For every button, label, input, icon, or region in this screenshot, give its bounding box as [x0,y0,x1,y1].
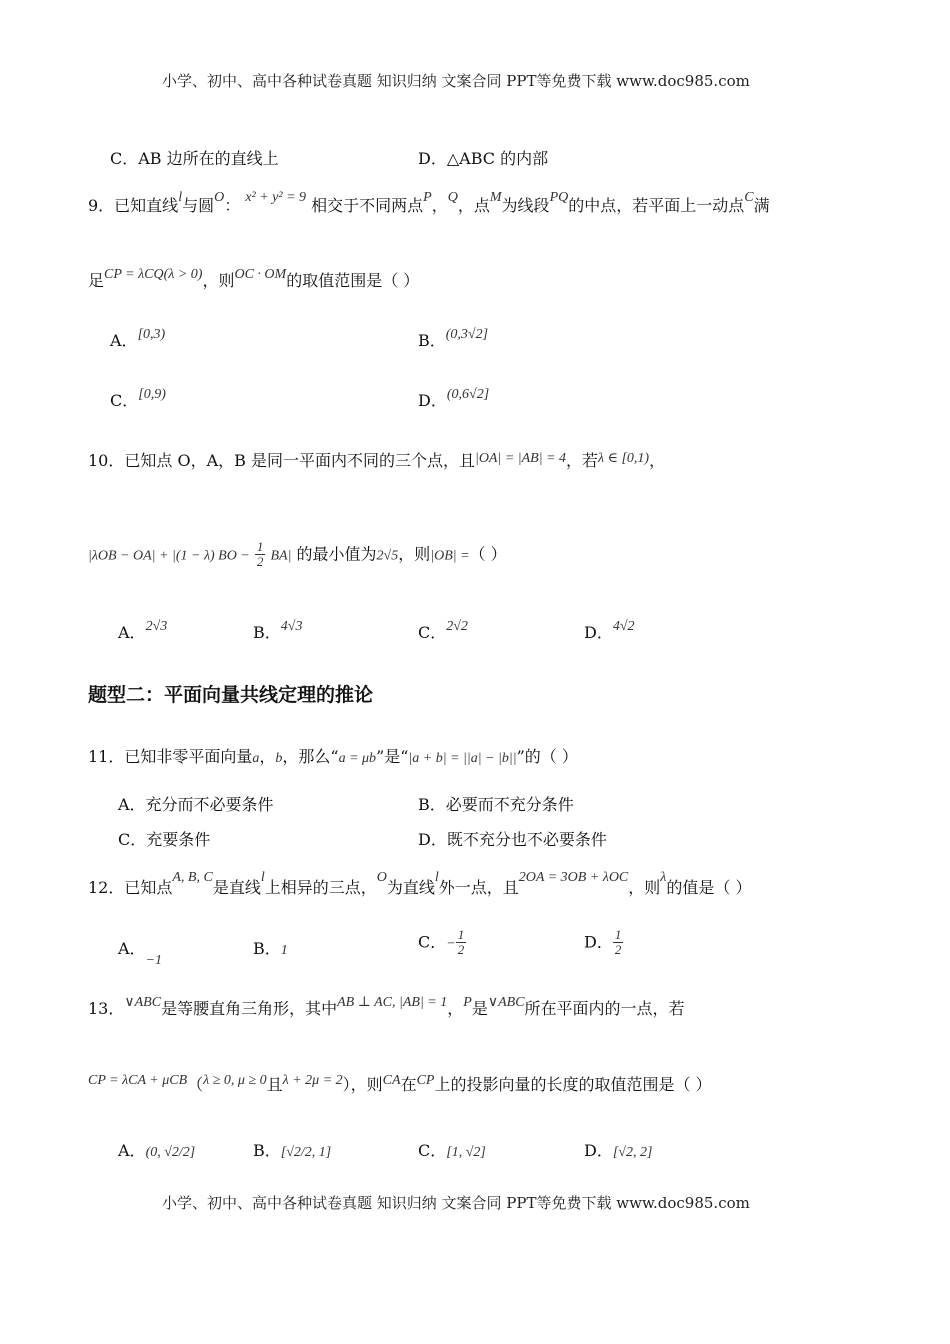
q13-option-a: A．(0, √2/2] [118,1141,196,1160]
q10-option-b: B．4√3 [253,619,303,642]
q10-option-c: C．2√2 [418,619,468,642]
q9-option-d: D．(0,6√2] [418,387,490,410]
page-footer: 小学、初中、高中各种试卷真题 知识归纳 文案合同 PPT等免费下载 www.doc985.com [162,1194,750,1212]
q9-circle-equation: x² + y² = 9 [245,190,307,205]
q12-option-d: D． $\frac{1}{2}$ [584,927,622,958]
q9-stem-line1: 9．已知直线l与圆O： x² + y² = 9 相交于不同两点P，Q，点M为线段PQ的中点，若平面上一动点C满 [88,190,770,215]
q11-option-d: D．既不充分也不必要条件 [418,830,607,849]
q10-option-a: A．2√3 [118,619,168,642]
q11-option-a: A．充分而不必要条件 [118,795,274,814]
q12-stem: 12．已知点A, B, C是直线l上相异的三点，O为直线l外一点，且2OA = 3OB + λOC，则λ的值是（ ） [88,870,752,897]
q11-option-b: B．必要而不充分条件 [418,795,574,814]
page-header: 小学、初中、高中各种试卷真题 知识归纳 文案合同 PPT等免费下载 www.doc985.com [162,72,750,90]
q13-option-b: B．[√2/2, 1] [253,1141,332,1160]
q12-option-c: C．− $\frac{1}{2}$ [418,927,465,958]
q9-option-b: B．(0,3√2] [418,327,489,350]
q13-stem-line1: 13．∨ABC是等腰直角三角形，其中AB ⊥ AC, |AB| = 1，P是∨ABC所在平面内的一点，若 [88,995,685,1018]
q10-option-d: D．4√2 [584,619,635,642]
q11-stem: 11．已知非零平面向量a，b，那么“a = μb”是“|a + b| = ||a| − |b||”的（ ） [88,747,578,766]
q12-option-b: B．1 [253,939,288,958]
q13-option-d: D．[√2, 2] [584,1141,653,1160]
section-title: 题型二：平面向量共线定理的推论 [88,684,374,706]
q10-stem-line2: |λOB − OA| + |(1 − λ) BO − $\frac{1}{2}$ BA| 的最小值为2√5，则|OB| =（ ） [88,539,507,570]
q8-option-c: C．AB 边所在的直线上 [110,149,279,168]
q8-option-d: D．△ABC 的内部 [418,149,549,168]
q12-option-a: A．−1 [118,939,163,968]
q13-stem-line2: CP = λCA + μCB（λ ≥ 0, μ ≥ 0且λ + 2μ = 2），则CA在CP上的投影向量的长度的取值范围是（ ） [88,1073,712,1094]
q10-stem-line1: 10．已知点 O，A，B 是同一平面内不同的三个点，且|OA| = |AB| = 4，若λ ∈ [0,1)， [88,451,666,470]
q9-stem-line2: 足CP = λCQ(λ > 0)，则OC · OM的取值范围是（ ） [88,267,420,290]
q13-option-c: C．[1, √2] [418,1141,486,1160]
q9-option-c: C．[0,9) [110,387,166,410]
q11-option-c: C．充要条件 [118,830,211,849]
q9-option-a: A．[0,3) [110,327,166,350]
